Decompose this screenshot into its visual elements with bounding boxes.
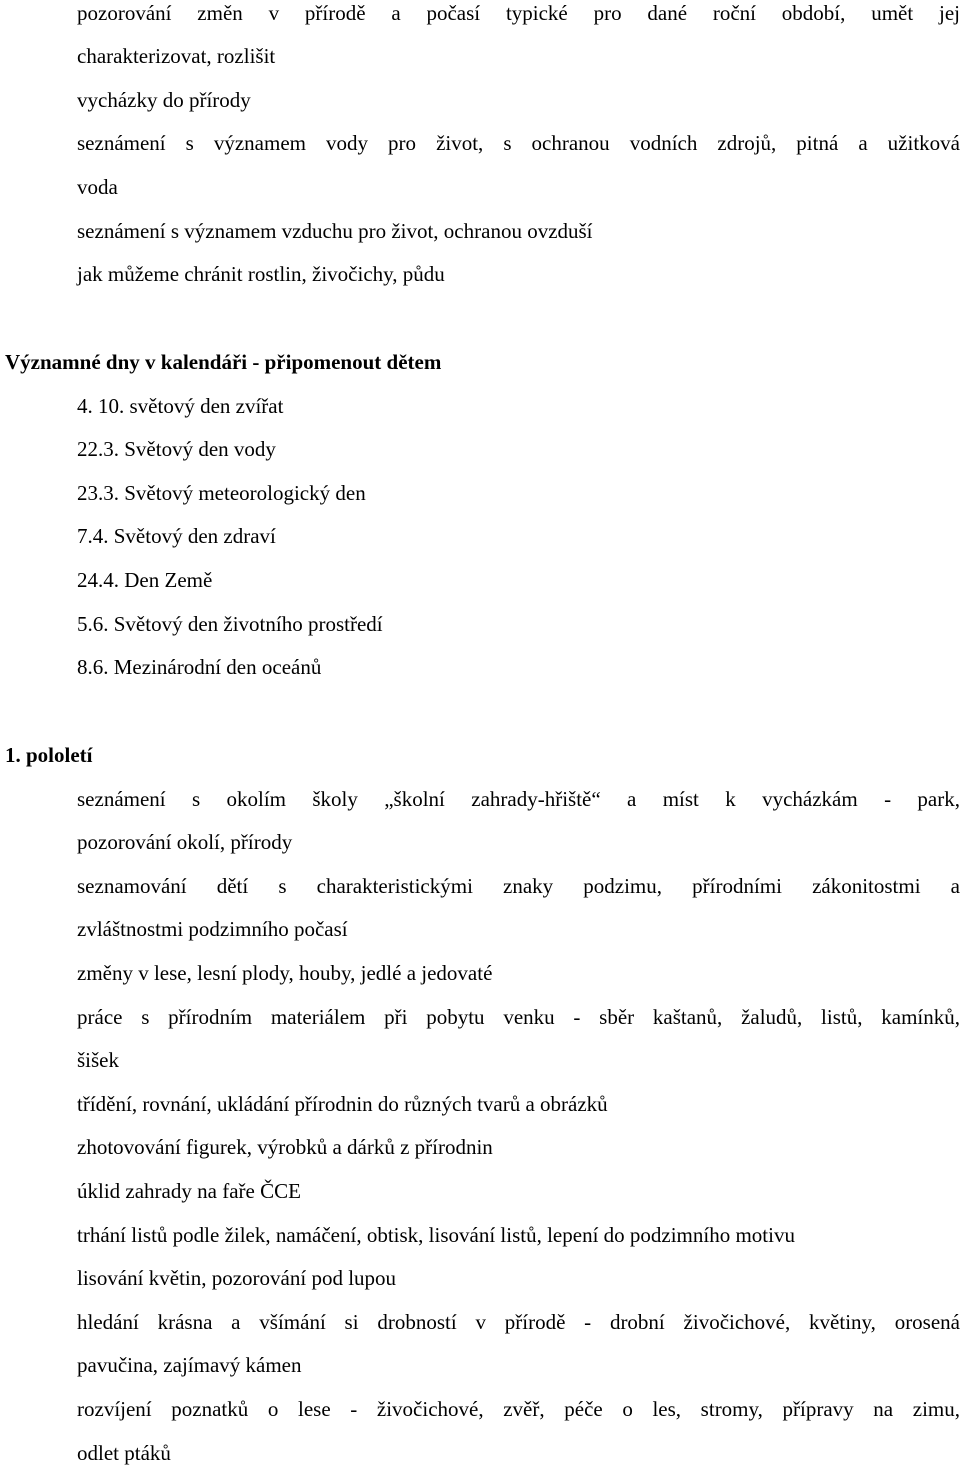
day-item-6: 5.6. Světový den životního prostředí — [77, 612, 383, 636]
term-line-12: lisování květin, pozorování pod lupou — [77, 1266, 397, 1290]
term-line-11: trhání listů podle žilek, namáčení, obtisk, lisování listů, lepení do podzimního motivu — [77, 1223, 795, 1247]
term-line-13: hledání krásna a všímání si drobností v přírodě - drobní živočichové, květiny, orosená — [77, 1310, 960, 1334]
term-line-9: zhotovování figurek, výrobků a dárků z přírodnin — [77, 1135, 493, 1159]
term-line-8: třídění, rovnání, ukládání přírodnin do různých tvarů a obrázků — [77, 1092, 608, 1116]
day-item-7: 8.6. Mezinárodní den oceánů — [77, 655, 322, 679]
days-heading: Významné dny v kalendáři - připomenout dětem — [5, 350, 442, 374]
term-line-3: seznamování dětí s charakteristickými znaky podzimu, přírodními zákonitostmi a — [77, 874, 960, 898]
day-item-5: 24.4. Den Země — [77, 568, 213, 592]
intro-line-7: jak můžeme chránit rostlin, živočichy, půdu — [77, 262, 445, 286]
term-line-16: odlet ptáků — [77, 1441, 171, 1465]
day-item-1: 4. 10. světový den zvířat — [77, 394, 284, 418]
term-line-1: seznámení s okolím školy „školní zahrady-hřiště“ a míst k vycházkám - park, — [77, 787, 960, 811]
term-line-5: změny v lese, lesní plody, houby, jedlé a jedovaté — [77, 961, 493, 985]
intro-line-2: charakterizovat, rozlišit — [77, 44, 276, 68]
term-line-6: práce s přírodním materiálem při pobytu venku - sběr kaštanů, žaludů, listů, kamínků, — [77, 1005, 960, 1029]
day-item-4: 7.4. Světový den zdraví — [77, 524, 276, 548]
term-line-4: zvláštnostmi podzimního počasí — [77, 917, 348, 941]
term-line-7: šišek — [77, 1048, 119, 1072]
term-line-10: úklid zahrady na faře ČCE — [77, 1179, 301, 1203]
intro-line-3: vycházky do přírody — [77, 88, 251, 112]
term-heading: 1. pololetí — [5, 743, 93, 767]
term-line-15: rozvíjení poznatků o lese - živočichové, zvěř, péče o les, stromy, přípravy na zimu, — [77, 1397, 960, 1421]
term-line-14: pavučina, zajímavý kámen — [77, 1353, 302, 1377]
intro-line-4: seznámení s významem vody pro život, s ochranou vodních zdrojů, pitná a užitková — [77, 131, 960, 155]
intro-line-6: seznámení s významem vzduchu pro život, ochranou ovzduší — [77, 219, 593, 243]
day-item-2: 22.3. Světový den vody — [77, 437, 276, 461]
day-item-3: 23.3. Světový meteorologický den — [77, 481, 366, 505]
intro-line-5: voda — [77, 175, 118, 199]
intro-line-1: pozorování změn v přírodě a počasí typické pro dané roční období, umět jej — [77, 1, 960, 25]
term-line-2: pozorování okolí, přírody — [77, 830, 293, 854]
